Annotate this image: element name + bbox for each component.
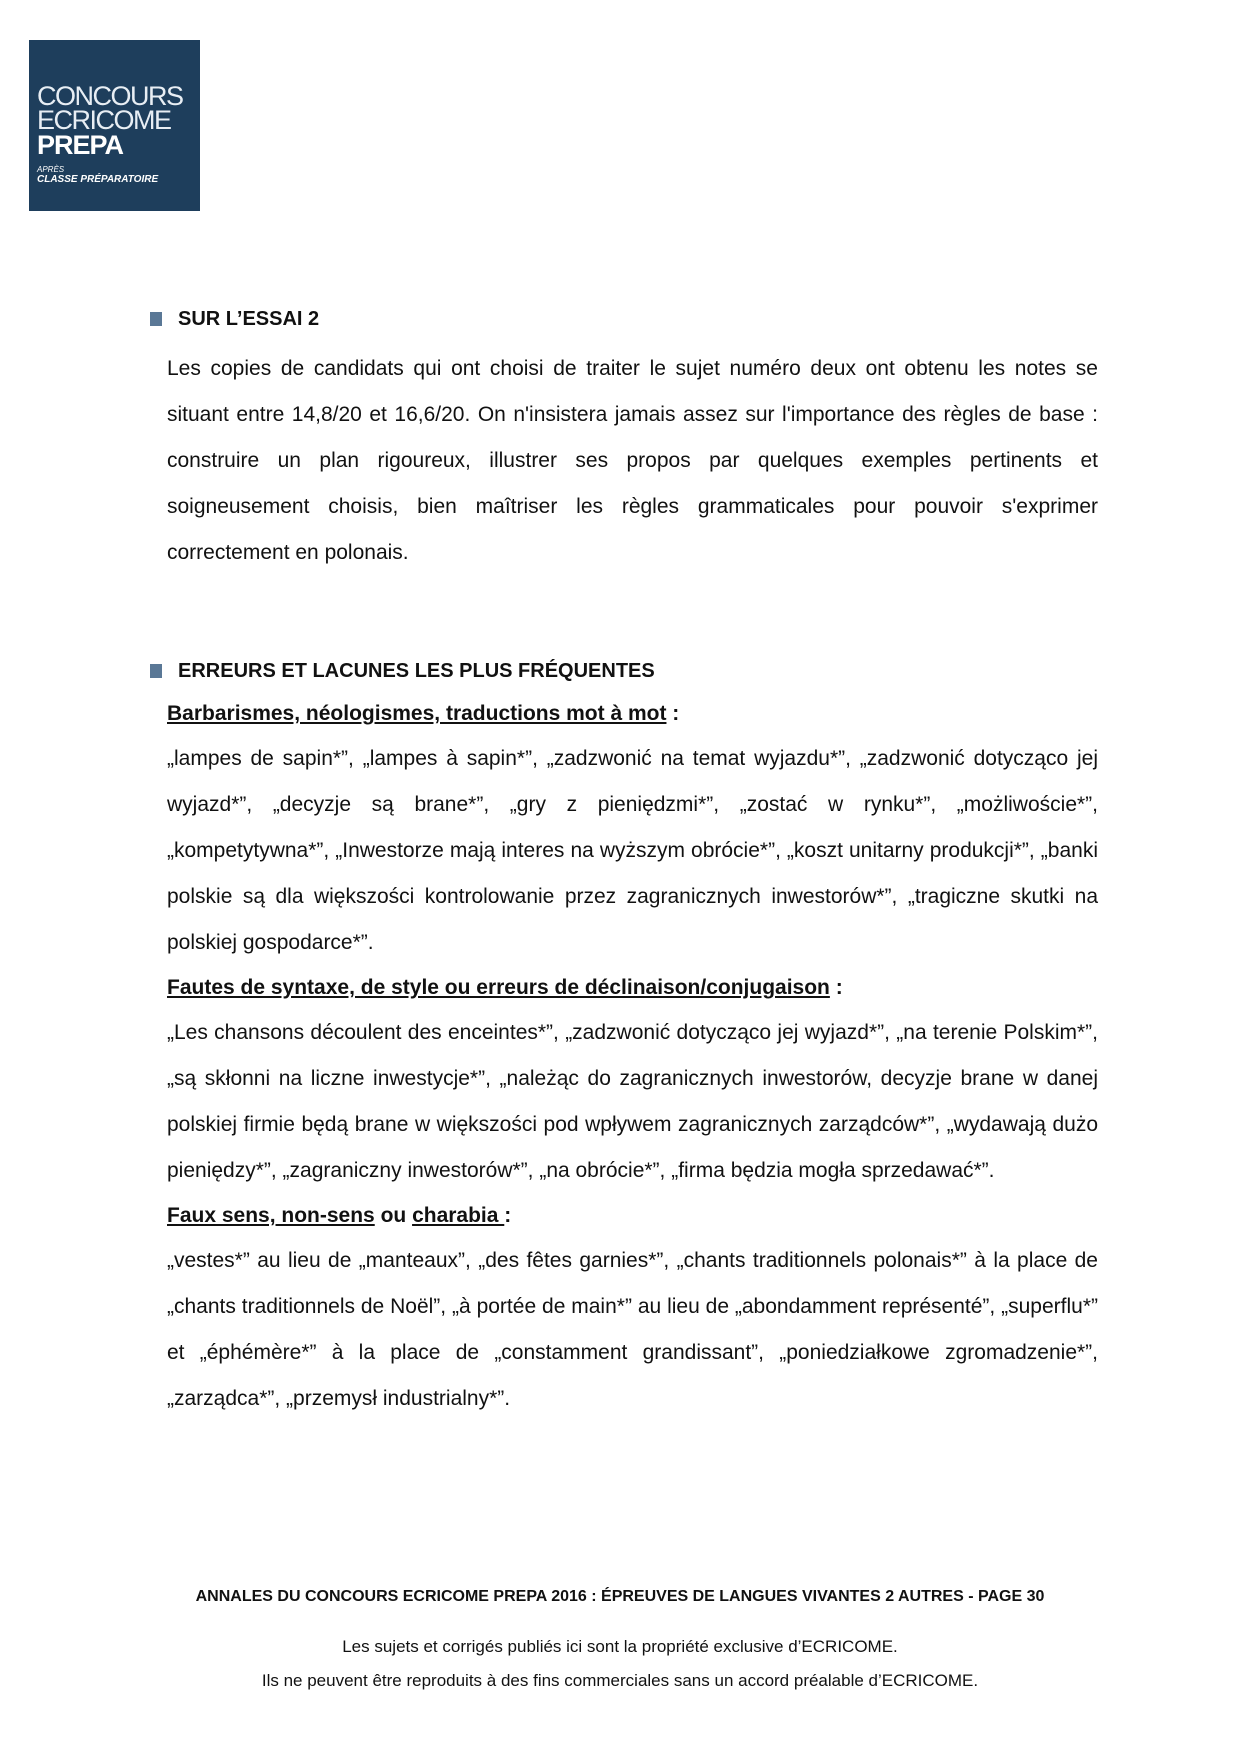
logo-line-prepa: PREPA bbox=[37, 130, 124, 160]
subsection-title-barbarismes bbox=[150, 692, 1098, 736]
subsection-title-text: Fautes de syntaxe, de style ou erreurs de déclinaison/conjugaison bbox=[167, 976, 830, 999]
logo-line-classe: CLASSE PRÉPARATOIRE bbox=[37, 174, 159, 185]
footer-reproduction-line: Ils ne peuvent être reproduits à des fins commerciales sans un accord préalable d’ECRICOME. bbox=[261, 1671, 979, 1690]
fautes-paragraph: „Les chansons découlent des enceintes*”, „zadzwonić dotycząco jej wyjazd*”, „na terenie Polskim*”, „są skłonni na liczne inwestycje*”, „należąc do zagranicznych inwestorów, decyzje brane w danej polskiej firmie będą brane w większości pod wpływem zagranicznych zarządców*”, „wydawają dużo pieniędzy*”, „zagraniczny inwestorów*”, „na obrócie*”, „firma będzia mogła sprzedawać*”. bbox=[167, 1021, 1098, 1182]
section-heading-text: SUR L’ESSAI 2 bbox=[178, 308, 320, 330]
section-heading-erreurs bbox=[150, 654, 1098, 688]
essai-paragraph: Les copies de candidats qui ont choisi de traiter le sujet numéro deux ont obtenu les notes se situant entre 14,8/20 et 16,6/20. On n'insistera jamais assez sur l'importance des règles de base : construire un plan rigoureux, illustrer ses propos par quelques exemples pertinents et soigneusement choisis, bien maîtriser les règles grammaticales pour pouvoir s'exprimer correctement en polonais. bbox=[167, 357, 1098, 564]
square-bullet-icon bbox=[150, 664, 162, 678]
faux-sens-paragraph: „vestes*” au lieu de „manteaux”, „des fêtes garnies*”, „chants traditionnels polonais*” à la place de „chants traditionnels de Noël”, „à portée de main*” au lieu de „abondamment représenté”, „superflu*” et „éphémère*” à la place de „constamment grandissant”, „poniedziałkowe zgromadzenie*”, „zarządca*”, „przemysł industrialny*”. bbox=[167, 1249, 1098, 1410]
footer-title: ANNALES DU CONCOURS ECRICOME PREPA 2016 : ÉPREUVES DE LANGUES VIVANTES 2 AUTRES - PAGE 30 bbox=[195, 1588, 1045, 1605]
subsection-title-suffix: : bbox=[504, 1204, 512, 1227]
section-heading-essai bbox=[150, 302, 1098, 336]
subsection-title-part2: ou bbox=[374, 1204, 413, 1227]
subsection-title-part1: Faux sens, non-sens bbox=[167, 1204, 375, 1227]
section-heading-text: ERREURS ET LACUNES LES PLUS FRÉQUENTES bbox=[178, 660, 655, 682]
subsection-title-part3: charabia bbox=[412, 1204, 505, 1227]
logo-line-apres: APRÈS bbox=[37, 165, 65, 174]
logo-line-ecricome: ECRICOME bbox=[37, 105, 171, 135]
square-bullet-icon bbox=[150, 312, 162, 326]
main-content bbox=[150, 302, 1098, 1422]
subsection-title-suffix: : bbox=[829, 976, 843, 999]
subsection-title-faux-sens bbox=[150, 1194, 1098, 1238]
ecricome-logo bbox=[29, 40, 200, 211]
subsection-title-fautes bbox=[150, 966, 1098, 1010]
subsection-title-suffix: : bbox=[666, 702, 680, 725]
footer-copyright-line: Les sujets et corrigés publiés ici sont la propriété exclusive d’ECRICOME. bbox=[342, 1637, 898, 1656]
barbarismes-paragraph: „lampes de sapin*”, „lampes à sapin*”, „zadzwonić na temat wyjazdu*”, „zadzwonić dotycząco jej wyjazd*”, „decyzje są brane*”, „gry z pieniędzmi*”, „zostać w rynku*”, „możliwoście*”, „kompetytywna*”, „Inwestorze mają interes na wyższym obrócie*”, „koszt unitarny produkcji*”, „banki polskie są dla większości kontrolowanie przez zagranicznych inwestorów*”, „tragiczne skutki na polskiej gospodarce*”. bbox=[167, 747, 1098, 954]
subsection-title-text: Barbarismes, néologismes, traductions mot à mot bbox=[167, 702, 667, 725]
logo-line-concours: CONCOURS bbox=[37, 81, 183, 111]
